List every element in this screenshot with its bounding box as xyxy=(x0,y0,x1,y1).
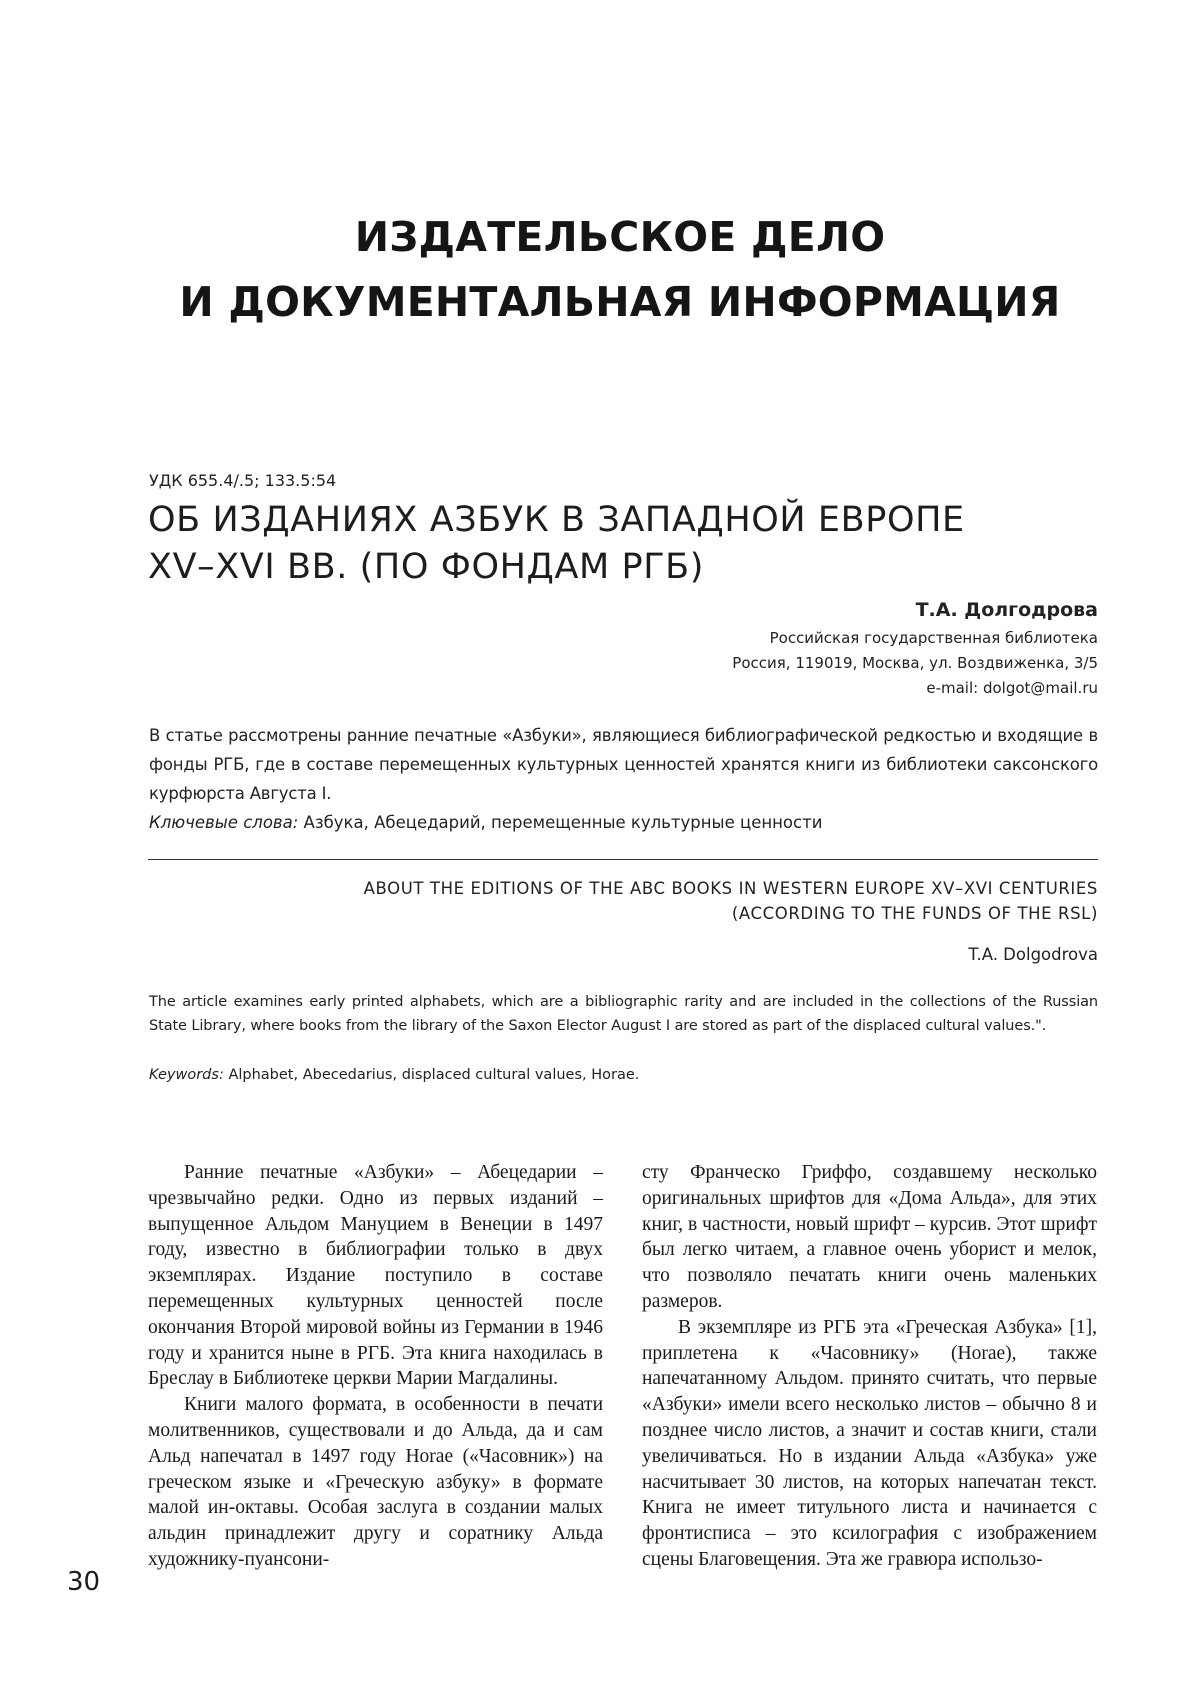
udk-code: УДК 655.4/.5; 133.5:54 xyxy=(149,471,337,490)
abstract-ru: В статье рассмотрены ранние печатные «Азбуки», являющиеся библиографической редкостью и входящие в фонды РГБ, где в составе перемещенных культурных ценностей хранятся книги из библиотеки саксонского курфюрста Августа I. xyxy=(149,726,1098,803)
section-heading xyxy=(0,205,1200,335)
section-heading-line-1: ИЗДАТЕЛЬСКОЕ ДЕЛО xyxy=(354,213,886,261)
article-title xyxy=(148,497,965,591)
english-title xyxy=(364,876,1098,926)
article-title-line-1: ОБ ИЗДАНИЯХ АЗБУК В ЗАПАДНОЙ ЕВРОПЕ xyxy=(148,500,965,540)
keywords-ru xyxy=(149,808,822,837)
author-block xyxy=(732,595,1098,701)
english-title-line-2: (ACCORDING TO THE FUNDS OF THE RSL) xyxy=(731,904,1098,923)
english-abstract: The article examines early printed alphabets, which are a bibliographic rarity and are included in the collections of the Russian State Library, where books from the library of the Saxon Elector August I are stored as part of the displaced cultural values.". xyxy=(149,994,1098,1034)
page-number: 30 xyxy=(67,1567,101,1597)
divider-line xyxy=(148,859,1098,860)
body-paragraph-1: Ранние печатные «Азбуки» – Абецедарии – чрезвычайно редки. Одно из первых изданий – выпущенное Альдом Мануцием в Венеции в 1497 году, известно в библиографии только в двух экземплярах. Издание поступило в составе перемещенных культурных ценностей после окончания Второй мировой войны из Германии в 1946 году и хранится ныне в РГБ. Эта книга находилась в Бреслау в Библиотеке церкви Марии Магдалины. xyxy=(148,1162,603,1390)
keywords-ru-text: Азбука, Абецедарий, перемещенные культурные ценности xyxy=(298,813,823,832)
body-paragraph-2-continued: сту Франческо Гриффо, создавшему несколько оригинальных шрифтов для «Дома Альда», для этих книг, в частности, новый шрифт – курсив. Этот шрифт был легко читаем, а главное очень уборист и мелок, что позволяло печатать книги очень маленьких размеров. xyxy=(642,1162,1097,1312)
keywords-ru-label: Ключевые слова: xyxy=(149,813,299,832)
author-organization: Российская государственная библиотека xyxy=(769,629,1098,647)
section-heading-line-2: И ДОКУМЕНТАЛЬНАЯ ИНФОРМАЦИЯ xyxy=(179,278,1061,326)
english-keywords xyxy=(149,1063,639,1087)
english-author: T.A. Dolgodrova xyxy=(968,945,1098,964)
english-keywords-label: Keywords: xyxy=(149,1067,224,1083)
author-address: Россия, 119019, Москва, ул. Воздвиженка, 3/5 xyxy=(732,654,1098,672)
english-keywords-text: Alphabet, Abecedarius, displaced cultural values, Horae. xyxy=(223,1067,640,1083)
body-column-right xyxy=(642,1160,1097,1573)
author-email: e-mail: dolgot@mail.ru xyxy=(926,679,1098,697)
author-name: Т.А. Долгодрова xyxy=(915,599,1098,621)
body-paragraph-2: Книги малого формата, в особенности в печати молитвенников, существовали и до Альда, да и сам Альд напечатал в 1497 году Horae («Часовник») на греческом языке и «Греческую азбуку» в формате малой ин-октавы. Особая заслуга в создании малых альдин принадлежит другу и соратнику Альда художнику-пуансони- xyxy=(148,1394,603,1570)
english-title-line-1: ABOUT THE EDITIONS OF THE ABC BOOKS IN WESTERN EUROPE XV–XVI CENTURIES xyxy=(363,879,1098,898)
body-paragraph-3: В экземпляре из РГБ эта «Греческая Азбука» [1], приплетена к «Часовнику» (Horae), также напечатанному Альдом. принято считать, что первые «Азбуки» имели всего несколько листов – обычно 8 и позднее число листов, а значит и состав книги, стали увеличиваться. Но в издании Альда «Азбука» уже насчитывает 30 листов, на которых напечатан текст. Книга не имеет титульного листа и начинается с фронтисписа – это ксилография с изображением сцены Благовещения. Эта же гравюра использо- xyxy=(642,1316,1097,1570)
body-column-left xyxy=(148,1160,603,1573)
article-title-line-2: XV–XVI ВВ. (ПО ФОНДАМ РГБ) xyxy=(148,547,705,587)
